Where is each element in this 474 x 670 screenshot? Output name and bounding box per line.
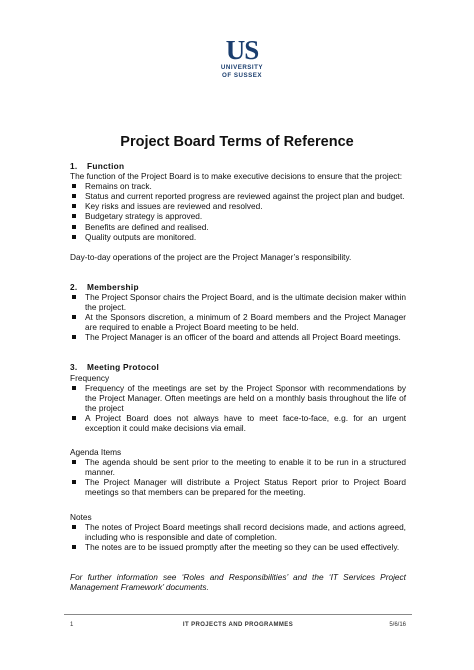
list-item: Status and current reported progress are reviewed against the project plan and budget. <box>70 191 406 201</box>
subheading-frequency: Frequency <box>70 372 110 383</box>
subheading-notes: Notes <box>70 511 92 522</box>
section-closing: Day-to-day operations of the project are the Project Manager’s responsibility. <box>70 251 352 262</box>
list-item: A Project Board does not always have to meet face-to-face, e.g. for an urgent exception it could make decisions via email. <box>70 413 406 433</box>
list-item: Frequency of the meetings are set by the Project Sponsor with recommendations by the Project Manager. Often meetings are held on a monthly basis throughout the life of the project <box>70 383 406 413</box>
list-item: The Project Manager is an officer of the board and attends all Project Board meetings. <box>70 332 406 342</box>
page-number: 1 <box>70 622 74 628</box>
list-item: Benefits are defined and realised. <box>70 222 406 232</box>
function-list <box>70 181 406 242</box>
list-item: Quality outputs are monitored. <box>70 232 406 242</box>
list-item: Key risks and issues are reviewed and resolved. <box>70 201 406 211</box>
agenda-list <box>70 457 406 497</box>
frequency-list <box>70 383 406 433</box>
section-title: Function <box>87 161 125 171</box>
section-number: 1. <box>70 161 78 171</box>
list-item: Remains on track. <box>70 181 406 191</box>
section-title: Membership <box>87 281 139 292</box>
list-item: The notes are to be issued promptly after the meeting so they can be used effectively. <box>70 542 406 552</box>
footer-date: 5/6/16 <box>389 622 406 628</box>
section-intro: The function of the Project Board is to make executive decisions to ensure that the project: <box>70 171 403 182</box>
list-item: At the Sponsors discretion, a minimum of 2 Board members and the Project Manager are required to enable a Project Board meeting to be held. <box>70 312 406 332</box>
list-item: The agenda should be sent prior to the meeting to enable it to be run in a structured manner. <box>70 457 406 477</box>
list-item: The Project Sponsor chairs the Project Board, and is the ultimate decision maker within the project. <box>70 292 406 312</box>
subheading-agenda-items: Agenda Items <box>70 447 122 458</box>
logo-mark: US <box>225 35 259 65</box>
list-item: The notes of Project Board meetings shall record decisions made, and actions agreed, including who is responsible and date of completion. <box>70 522 406 542</box>
university-logo <box>212 36 272 80</box>
membership-list <box>70 292 406 342</box>
logo-line-2: OF SUSSEX <box>222 72 262 79</box>
section-heading-function <box>70 161 406 171</box>
section-heading-membership <box>70 282 406 292</box>
section-title: Meeting Protocol <box>87 362 160 373</box>
footer-department: IT PROJECTS AND PROGRAMMES <box>182 622 294 628</box>
list-item: The Project Manager will distribute a Project Status Report prior to Project Board meetings so that members can be prepared for the meeting. <box>70 477 406 497</box>
document-title: Project Board Terms of Reference <box>120 134 354 150</box>
section-number: 2. <box>70 281 78 292</box>
further-information-note: For further information see ‘Roles and Responsibilities’ and the ‘IT Services Project Management Framework’ documents. <box>70 571 406 592</box>
list-item: Budgetary strategy is approved. <box>70 211 406 221</box>
footer-divider <box>64 614 412 615</box>
section-number: 3. <box>70 362 78 373</box>
logo-line-1: UNIVERSITY <box>220 64 264 71</box>
section-heading-meeting-protocol <box>70 362 406 372</box>
notes-list <box>70 522 406 552</box>
document-body <box>70 161 406 592</box>
